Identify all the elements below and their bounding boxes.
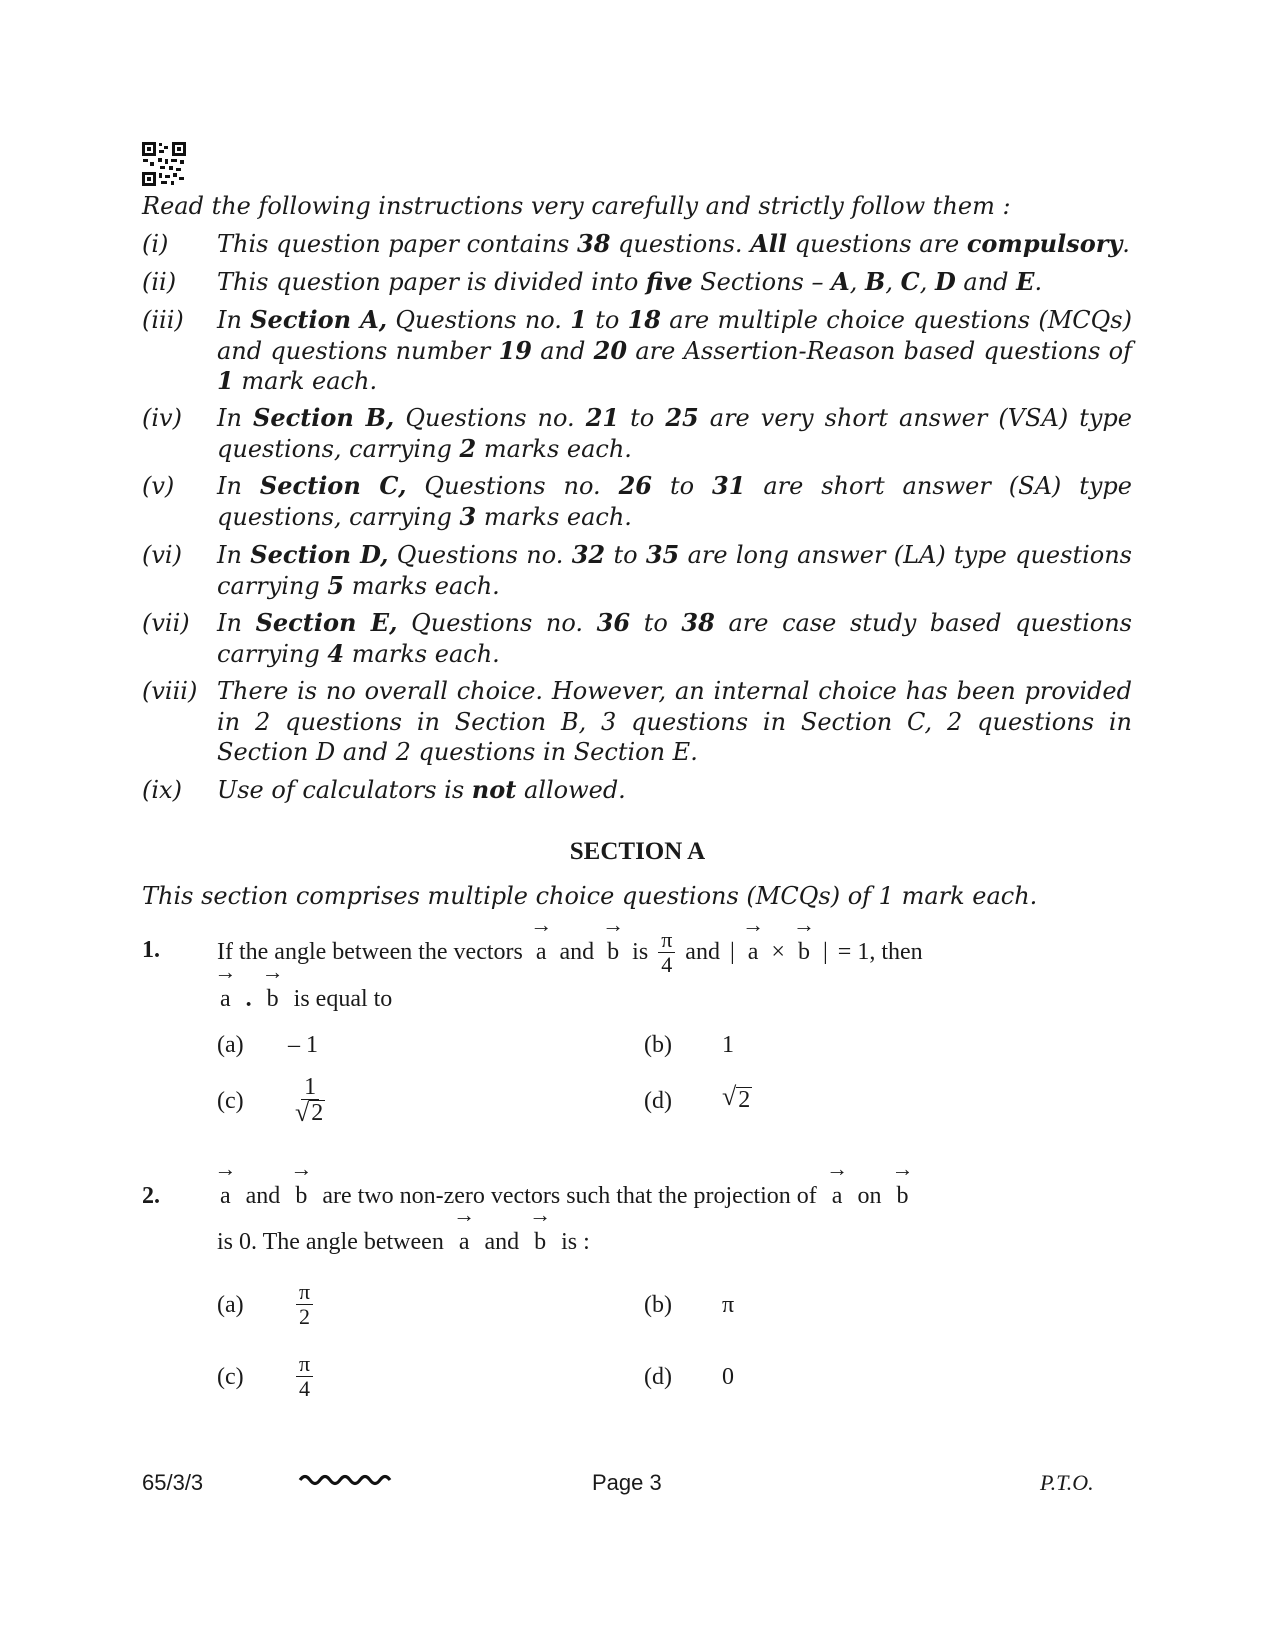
instruction-text: In Section A, Questions no. 1 to 18 are multiple choice questions (MCQs) and questions number 19 and 20 are Assertion-Reason based questions of 1 mark each.: [217, 305, 1132, 395]
question-text: If the angle between the vectors: [217, 938, 523, 965]
vector-arrow-icon: →: [290, 1156, 313, 1181]
instruction-text: In Section B, Questions no. 21 to 25 are very short answer (VSA) type questions, carrying 2 marks each.: [217, 403, 1132, 463]
instruction-item: [142, 676, 1132, 768]
vector-arrow-icon: →: [214, 1156, 237, 1181]
question-text: and: [484, 1229, 520, 1255]
instruction-number: (vi): [142, 541, 182, 569]
vector-arrow-icon: →: [742, 911, 765, 937]
vector-arrow-icon: →: [530, 911, 553, 937]
question-number: 1.: [142, 937, 160, 963]
question-2-line-1: [214, 1156, 914, 1210]
instruction-item: [142, 267, 1132, 298]
qr-code-icon: [142, 142, 186, 186]
vector-arrow-icon: →: [214, 959, 237, 984]
vector-arrow-icon: →: [792, 911, 815, 937]
instruction-item: [142, 775, 1132, 806]
dot-symbol: .: [245, 986, 252, 1012]
cross-symbol: ×: [771, 938, 785, 965]
vector-arrow-icon: →: [261, 959, 284, 984]
fraction-pi-over-4: $\frac{\pi}{4}$: [658, 928, 675, 977]
paper-code: 65/3/3: [142, 1470, 204, 1495]
question-text: and: [559, 938, 595, 965]
instruction-item: [142, 471, 1132, 532]
section-title: SECTION A: [569, 838, 706, 865]
vector-arrow-icon: →: [826, 1156, 849, 1181]
instruction-text: This question paper is divided into five Sections – A, B, C, D and E.: [217, 267, 1043, 296]
question-text: are two non-zero vectors such that the projection of: [322, 1183, 817, 1209]
vector-b: → b: [891, 1156, 914, 1209]
question-text: and: [685, 938, 720, 965]
section-description: This section comprises multiple choice questions (MCQs) of 1 mark each.: [142, 882, 1038, 910]
instructions-intro: Read the following instructions very carefully and strictly follow them :: [142, 192, 1011, 220]
instruction-item: [142, 403, 1132, 464]
option-label[interactable]: (d): [644, 1088, 672, 1114]
wave-ornament-icon: [298, 1470, 396, 1488]
instruction-item: [142, 608, 1132, 669]
option-label[interactable]: (a): [217, 1292, 244, 1318]
instruction-text: In Section E, Questions no. 36 to 38 are case study based questions carrying 4 marks each.: [217, 608, 1132, 668]
instruction-number: (viii): [142, 677, 198, 705]
instruction-number: (i): [142, 230, 169, 258]
question-number: 2.: [142, 1183, 160, 1209]
option-value: π: [722, 1292, 735, 1318]
pto-label: P.T.O.: [1040, 1470, 1094, 1495]
instruction-number: (ii): [142, 268, 177, 296]
instruction-number: (ix): [142, 776, 182, 804]
vector-a: → a: [453, 1202, 476, 1255]
vector-arrow-icon: →: [602, 911, 625, 937]
vector-a: → a: [742, 911, 765, 965]
vector-b: → b: [529, 1202, 552, 1255]
instruction-number: (iv): [142, 404, 182, 432]
option-value: 1: [722, 1032, 734, 1058]
vector-a: → a: [530, 911, 553, 965]
option-value: [296, 1280, 313, 1329]
option-label[interactable]: (b): [644, 1032, 672, 1058]
abs-bar: |: [822, 938, 828, 965]
question-text: is: [632, 938, 649, 965]
vector-a: → a: [214, 959, 237, 1012]
vector-b: → b: [261, 959, 284, 1012]
instruction-item: [142, 540, 1132, 601]
question-text: = 1, then: [837, 938, 923, 965]
option-label[interactable]: (a): [217, 1032, 244, 1058]
instruction-number: (vii): [142, 609, 190, 637]
option-label[interactable]: (c): [217, 1364, 244, 1390]
vector-a: → a: [214, 1156, 237, 1209]
abs-bar: |: [729, 938, 735, 965]
question-text: on: [857, 1183, 882, 1209]
page-number: Page 3: [592, 1470, 662, 1495]
instruction-text: In Section C, Questions no. 26 to 31 are short answer (SA) type questions, carrying 3 marks each.: [217, 471, 1133, 531]
square-root: √ 2: [722, 1082, 751, 1113]
option-value: [296, 1352, 313, 1401]
instruction-item: [142, 229, 1132, 260]
instruction-text: This question paper contains 38 questions. All questions are compulsory.: [217, 229, 1130, 258]
vector-arrow-icon: →: [529, 1202, 552, 1227]
vector-arrow-icon: →: [453, 1202, 476, 1227]
vector-a: → a: [826, 1156, 849, 1209]
vector-b: → b: [602, 911, 625, 965]
fraction-pi-over-4: $\frac{\pi}{4}$: [296, 1352, 313, 1401]
vector-arrow-icon: →: [891, 1156, 914, 1181]
option-value: 0: [722, 1364, 734, 1390]
option-label[interactable]: (b): [644, 1292, 672, 1318]
vector-b: → b: [290, 1156, 313, 1209]
instruction-item: [142, 305, 1132, 397]
instruction-text: In Section D, Questions no. 32 to 35 are long answer (LA) type questions carrying 5 marks each.: [217, 540, 1132, 600]
question-text: is :: [561, 1229, 590, 1255]
fraction-1-over-root-2: 1 √ 2: [295, 1074, 324, 1127]
question-text: and: [245, 1183, 281, 1209]
instruction-text: There is no overall choice. However, an internal choice has been provided in 2 questions in Section B, 3 questions in Section C, 2 questions in Section D and 2 questions in Section E.: [217, 677, 1132, 766]
option-value: [722, 1082, 752, 1112]
question-1-line-2: [214, 959, 393, 1013]
instruction-text: Use of calculators is not allowed.: [217, 775, 626, 804]
question-text: is equal to: [293, 986, 393, 1012]
question-text: is 0. The angle between: [217, 1229, 444, 1255]
square-root: √ 2: [295, 1098, 324, 1127]
fraction-pi-over-2: $\frac{\pi}{2}$: [296, 1280, 313, 1329]
instruction-number: (iii): [142, 306, 184, 334]
option-label[interactable]: (d): [644, 1364, 672, 1390]
option-label[interactable]: (c): [217, 1088, 244, 1114]
option-value: [295, 1075, 325, 1125]
question-1-line-1: [217, 911, 923, 982]
option-value: – 1: [288, 1032, 318, 1058]
vector-b: → b: [792, 911, 815, 965]
question-2-line-2: [217, 1202, 590, 1256]
instruction-number: (v): [142, 472, 175, 500]
